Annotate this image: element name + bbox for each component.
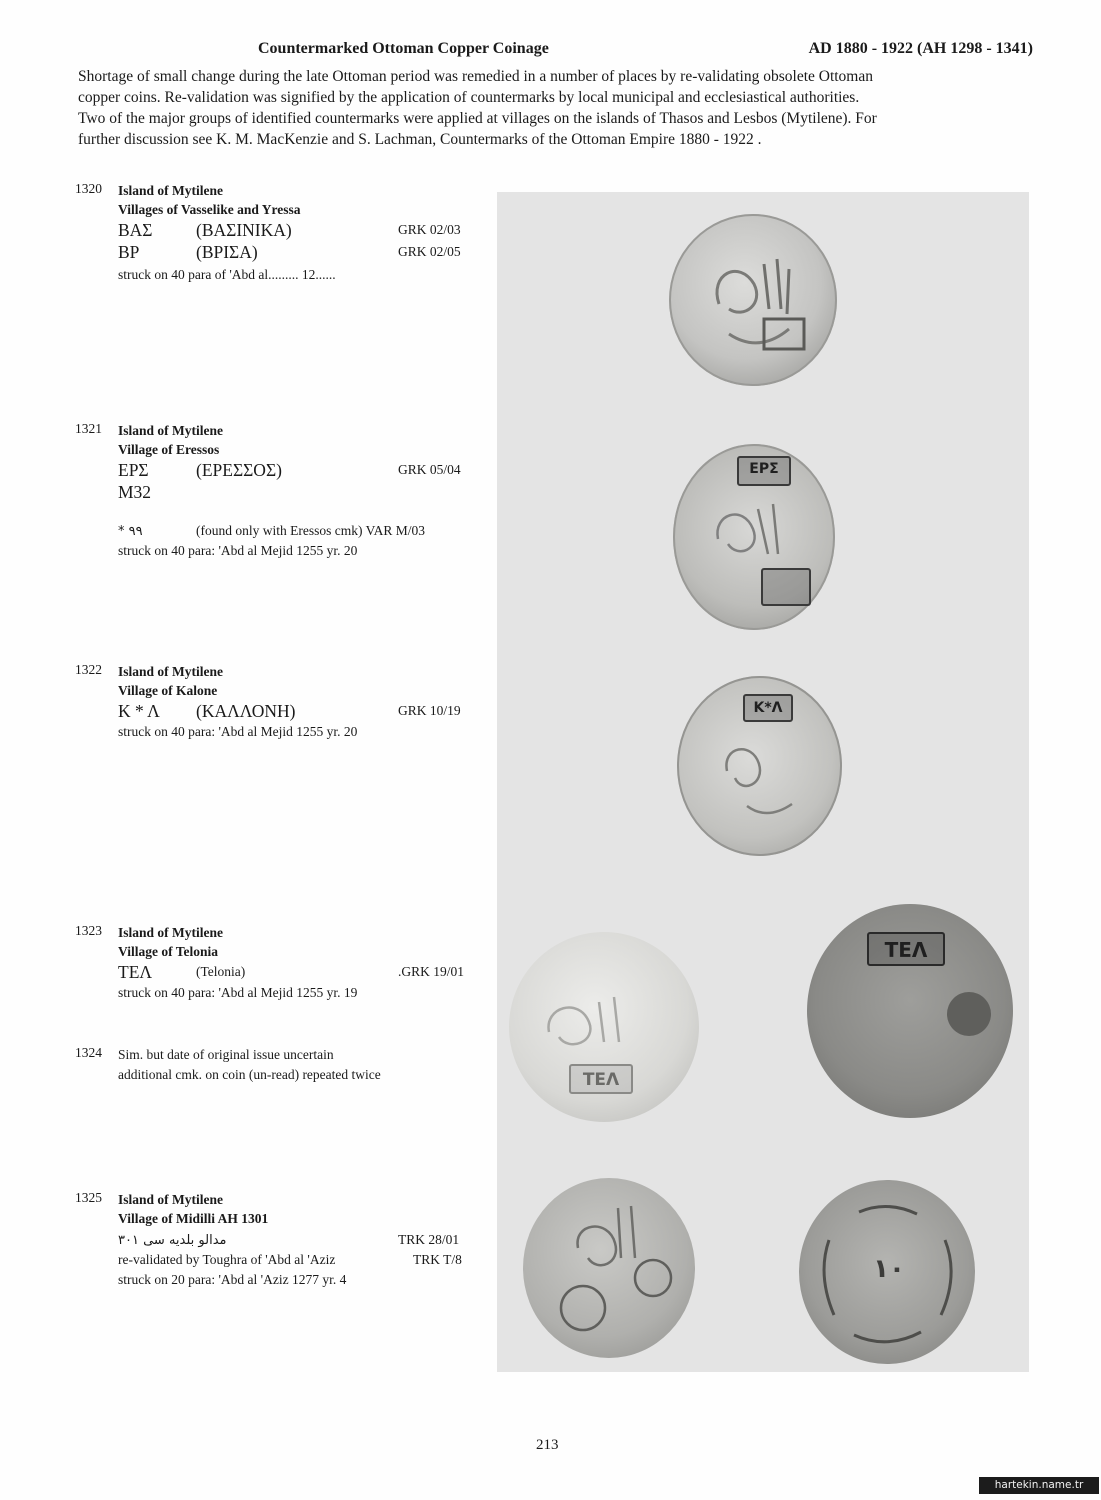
coin-1323a-image [509, 932, 699, 1122]
struck-on: struck on 20 para: 'Abd al 'Aziz 1277 yr. 4 [118, 1272, 347, 1287]
watermark: hartekin.name.tr [979, 1477, 1099, 1494]
intro-line: further discussion see K. M. MacKenzie and S. Lachman, Countermarks of the Ottoman Empire 1880 - 1922 . [78, 131, 762, 148]
entry-island: Island of Mytilene [118, 423, 224, 438]
entry-village: Village of Midilli AH 1301 [118, 1211, 269, 1226]
toughra-icon [669, 214, 837, 386]
entry-island: Island of Mytilene [118, 183, 224, 198]
catalog-ref: .GRK 19/01 [398, 964, 465, 979]
countermark-letters: ΤΕΛ [118, 962, 153, 982]
struck-on: struck on 40 para of 'Abd al......... 12...... [118, 267, 336, 282]
countermark-row [118, 700, 478, 722]
countermark-name: (ΚΑΛΛΟΝΗ) [196, 701, 296, 721]
catalog-ref: TRK 28/01 [398, 1232, 460, 1247]
coin-1321-image [673, 444, 835, 630]
countermark-name: (ΕΡΕΣΣΟΣ) [196, 460, 282, 480]
countermark-stamp-text: ΤΕΛ [582, 1070, 620, 1090]
variant-row [118, 521, 478, 541]
page-number: 213 [536, 1437, 559, 1453]
secondary-countermark [947, 992, 991, 1036]
coin-1323b-image [807, 904, 1013, 1118]
entry-number: 1325 [75, 1190, 102, 1205]
countermark-stamp-text: ΤΕΛ [884, 938, 928, 962]
countermark-letters: ΒΑΣ [118, 220, 153, 240]
running-title: Countermarked Ottoman Copper Coinage [258, 40, 549, 57]
entry-island: Island of Mytilene [118, 925, 224, 940]
denomination-numeral: ١٠ [873, 1254, 905, 1284]
countermark-letters: ΒΡ [118, 242, 140, 262]
entry-number: 1320 [75, 181, 102, 196]
entry-village: Village of Telonia [118, 944, 219, 959]
entry-number: 1322 [75, 662, 102, 677]
extra-code: M32 [118, 482, 152, 502]
wreath-icon [799, 1180, 975, 1364]
entry-line: additional cmk. on coin (un-read) repeated twice [118, 1067, 381, 1082]
revalidation-text: re-validated by Toughra of 'Abd al 'Aziz [118, 1252, 336, 1267]
countermark-row [118, 459, 478, 481]
entry-island: Island of Mytilene [118, 1192, 224, 1207]
entry-village: Village of Eressos [118, 442, 220, 457]
struck-on: struck on 40 para: 'Abd al Mejid 1255 yr. 20 [118, 543, 358, 558]
entry-number: 1321 [75, 421, 102, 436]
countermark-row [118, 219, 478, 241]
toughra-icon [523, 1178, 695, 1358]
countermark-name: (ΒΑΣΙΝΙΚΑ) [196, 220, 292, 240]
date-range: AD 1880 - 1922 (AH 1298 - 1341) [808, 40, 1033, 57]
countermark-stamp-text: ΕΡΣ [749, 461, 779, 477]
entry-village: Villages of Vasselike and Yressa [118, 202, 301, 217]
entry-village: Village of Kalone [118, 683, 218, 698]
catalog-ref: GRK 05/04 [398, 462, 461, 477]
coin-1320-image [669, 214, 837, 386]
coin-photo-plate [497, 192, 1029, 1372]
intro-line: Two of the major groups of identified countermarks were applied at villages on the islands of Thasos and Lesbos (Mytilene). For [78, 110, 877, 127]
countermark-stamp [867, 932, 945, 966]
arabic-row [118, 1230, 478, 1250]
struck-on: struck on 40 para: 'Abd al Mejid 1255 yr. 19 [118, 985, 358, 1000]
entry-line: Sim. but date of original issue uncertain [118, 1047, 334, 1062]
catalog-ref: GRK 02/03 [398, 222, 461, 237]
toughra-icon [509, 932, 699, 1122]
variant-note: (found only with Eressos cmk) VAR M/03 [196, 523, 425, 538]
countermark-name: (ΒΡΙΣΑ) [196, 242, 258, 262]
countermark-name: (Telonia) [196, 964, 246, 979]
countermark-letters: ΕΡΣ [118, 460, 149, 480]
coin-1325b-image [799, 1180, 975, 1364]
catalog-ref: GRK 10/19 [398, 703, 461, 718]
toughra-icon [673, 444, 835, 630]
intro-line: copper coins. Re-validation was signified by the application of countermarks by local municipal and ecclesiastical authorities. [78, 89, 860, 106]
countermark-letters: Κ * Λ [118, 701, 160, 721]
arabic-countermark: * ٩٩ [118, 524, 143, 539]
countermark-row [118, 961, 478, 983]
entry-number: 1323 [75, 923, 102, 938]
entry-number: 1324 [75, 1045, 102, 1060]
intro-line: Shortage of small change during the late Ottoman period was remedied in a number of places by re-validating obsolete Ottoman [78, 68, 873, 85]
entry-island: Island of Mytilene [118, 664, 224, 679]
coin-1322-image [677, 676, 842, 856]
catalog-ref: GRK 02/05 [398, 244, 461, 259]
revalidation-row [118, 1250, 478, 1270]
countermark-stamp-text: Κ*Λ [753, 700, 783, 716]
struck-on: struck on 40 para: 'Abd al Mejid 1255 yr. 20 [118, 724, 358, 739]
arabic-legend: مدالو بلديه سى ۳۰۱ [118, 1233, 227, 1248]
coin-1325a-image [523, 1178, 695, 1358]
catalog-ref: TRK T/8 [413, 1252, 462, 1267]
intro-paragraph [78, 66, 1038, 150]
toughra-icon [677, 676, 842, 856]
countermark-row [118, 241, 478, 263]
